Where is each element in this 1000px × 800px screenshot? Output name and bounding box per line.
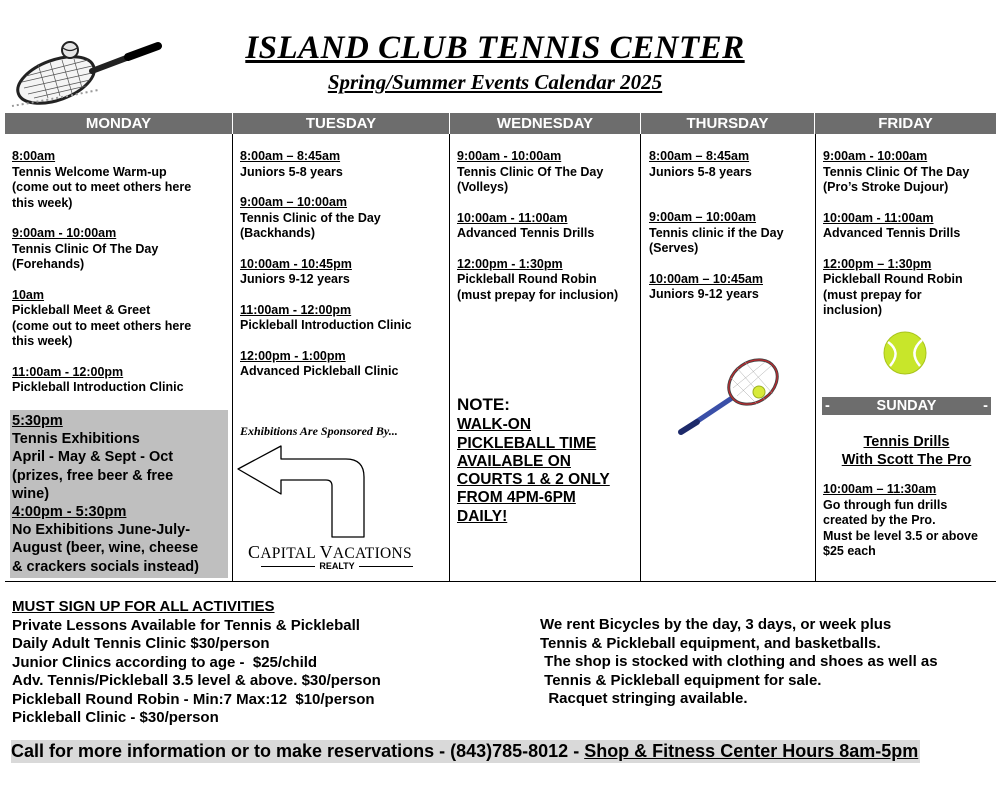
event-time: 8:00am – 8:45am bbox=[240, 149, 341, 163]
event-description: Tennis clinic if the Day (Serves) bbox=[649, 225, 784, 255]
pricing-info bbox=[12, 598, 381, 728]
info-line: Pickleball Round Robin - Min:7 Max:12 $10/person bbox=[12, 690, 375, 708]
event-description: Juniors 5-8 years bbox=[240, 164, 343, 179]
info-line: Pickleball Clinic - $30/person bbox=[12, 709, 219, 726]
friday-column bbox=[823, 149, 995, 334]
event-time: 12:00pm - 1:30pm bbox=[457, 256, 563, 271]
day-header-wednesday: WEDNESDAY bbox=[450, 113, 641, 134]
event-item bbox=[649, 210, 814, 257]
wednesday-column bbox=[457, 149, 639, 318]
info-line: The shop is stocked with clothing and shoes as well as bbox=[540, 653, 938, 670]
event-description: Go through fun drills created by the Pro. Must be level 3.5 or above $25 each bbox=[823, 497, 978, 558]
event-time: 12:00pm - 1:00pm bbox=[240, 348, 346, 363]
exhibitions-time: 5:30pm bbox=[12, 413, 63, 429]
event-item bbox=[240, 257, 445, 288]
event-description: Pickleball Meet & Greet (come out to meet others here this week) bbox=[12, 303, 192, 348]
info-line: We rent Bicycles by the day, 3 days, or week plus bbox=[540, 616, 892, 633]
event-description: Tennis Clinic Of The Day (Forehands) bbox=[12, 241, 159, 271]
event-time: 10:00am - 11:00am bbox=[457, 210, 568, 225]
event-item bbox=[240, 149, 445, 180]
event-item bbox=[823, 149, 995, 196]
event-description: Advanced Tennis Drills bbox=[457, 226, 595, 240]
note-message: WALK-ON PICKLEBALL TIME AVAILABLE ON COURTS 1 & 2 ONLY FROM 4PM-6PM DAILY! bbox=[457, 416, 610, 525]
note-heading: NOTE: bbox=[457, 395, 510, 414]
event-time: 9:00am - 10:00am bbox=[823, 149, 928, 163]
event-item bbox=[240, 303, 445, 334]
column-divider bbox=[640, 134, 641, 581]
event-description: Pickleball Introduction Clinic bbox=[240, 318, 412, 332]
event-description: Juniors 9-12 years bbox=[649, 287, 759, 301]
event-time: 8:00am bbox=[12, 149, 56, 163]
event-item bbox=[12, 288, 227, 350]
event-item bbox=[240, 195, 445, 242]
event-description: Tennis Clinic Of The Day (Volleys) bbox=[457, 164, 604, 194]
column-divider bbox=[815, 134, 816, 581]
event-time: 9:00am - 10:00am bbox=[12, 226, 117, 240]
realty-label: REALTY bbox=[248, 561, 426, 571]
event-description: Advanced Pickleball Clinic bbox=[240, 364, 399, 378]
walk-on-note bbox=[457, 396, 635, 526]
sunday-title: Tennis Drills With Scott The Pro bbox=[841, 434, 972, 468]
event-description: Tennis Clinic Of The Day (Pro’s Stroke Dujour) bbox=[823, 164, 970, 194]
event-time: 10:00am – 11:30am bbox=[823, 482, 937, 496]
sponsor-label: Exhibitions Are Sponsored By... bbox=[240, 424, 398, 438]
event-description: Advanced Tennis Drills bbox=[823, 226, 961, 240]
page-subtitle: Spring/Summer Events Calendar 2025 bbox=[327, 70, 663, 94]
event-time: 10:00am - 10:45pm bbox=[240, 256, 352, 271]
calendar-bottom-rule bbox=[5, 581, 996, 582]
signup-notice: MUST SIGN UP FOR ALL ACTIVITIES bbox=[12, 598, 275, 615]
column-divider bbox=[232, 134, 233, 581]
event-item bbox=[457, 149, 639, 196]
exhibitions-time-2: 4:00pm - 5:30pm bbox=[12, 504, 127, 521]
rental-info bbox=[540, 616, 938, 709]
event-item bbox=[12, 365, 227, 396]
day-header-thursday: THURSDAY bbox=[641, 113, 815, 134]
info-line: Adv. Tennis/Pickleball 3.5 level & above. $30/person bbox=[12, 672, 381, 689]
tennis-racket-logo-icon bbox=[8, 38, 168, 113]
event-time: 9:00am - 10:00am bbox=[457, 149, 562, 163]
event-time: 10:00am - 11:00am bbox=[823, 210, 934, 225]
event-item bbox=[823, 211, 995, 242]
info-line: Daily Adult Tennis Clinic $30/person bbox=[12, 635, 270, 652]
event-description: Juniors 5-8 years bbox=[649, 164, 752, 179]
event-item bbox=[240, 349, 445, 380]
info-line: Tennis & Pickleball equipment for sale. bbox=[540, 671, 822, 689]
info-line: Racquet stringing available. bbox=[540, 690, 748, 707]
event-description: Pickleball Introduction Clinic bbox=[12, 380, 184, 394]
event-item bbox=[12, 226, 227, 273]
tuesday-column bbox=[240, 149, 445, 395]
event-description: Pickleball Round Robin (must prepay for inclusion) bbox=[457, 272, 619, 302]
exhibitions-description: Tennis Exhibitions April - May & Sept - Oct (prizes, free beer & free wine) bbox=[12, 431, 174, 502]
contact-bar bbox=[11, 740, 920, 763]
event-time: 10:00am – 10:45am bbox=[649, 271, 763, 286]
exhibitions-box bbox=[10, 410, 228, 578]
info-line: Tennis & Pickleball equipment, and basketballs. bbox=[540, 634, 881, 652]
event-description: Tennis Clinic of the Day (Backhands) bbox=[240, 210, 381, 240]
event-item bbox=[649, 272, 814, 303]
event-time: 8:00am – 8:45am bbox=[649, 149, 750, 163]
event-time: 11:00am - 12:00pm bbox=[240, 302, 352, 317]
day-header-tuesday: TUESDAY bbox=[233, 113, 450, 134]
event-description: Tennis Welcome Warm-up (come out to meet others here this week) bbox=[12, 164, 192, 210]
event-item bbox=[823, 257, 995, 319]
sunday-header: - SUNDAY - bbox=[822, 397, 991, 415]
hours-text: Shop & Fitness Center Hours 8am-5pm bbox=[584, 741, 919, 761]
event-item bbox=[12, 149, 227, 211]
day-header-monday: MONDAY bbox=[5, 113, 233, 134]
tennis-ball-icon bbox=[882, 330, 928, 376]
capital-vacations-logo: CAPITAL VACATIONS bbox=[248, 542, 412, 562]
info-line: Junior Clinics according to age - $25/child bbox=[12, 653, 318, 671]
event-item bbox=[649, 149, 814, 180]
event-item bbox=[457, 211, 639, 242]
event-time: 9:00am – 10:00am bbox=[649, 210, 757, 224]
event-description: Juniors 9-12 years bbox=[240, 272, 350, 286]
event-time: 9:00am – 10:00am bbox=[240, 195, 348, 209]
event-time: 10am bbox=[12, 287, 44, 302]
thursday-column bbox=[649, 149, 814, 318]
column-divider bbox=[449, 134, 450, 581]
sunday-label: SUNDAY bbox=[876, 398, 937, 414]
curved-arrow-icon bbox=[236, 444, 376, 539]
tennis-racket-icon bbox=[675, 352, 785, 437]
page-title: ISLAND CLUB TENNIS CENTER bbox=[245, 30, 745, 66]
event-time: 12:00pm – 1:30pm bbox=[823, 256, 932, 271]
day-header-friday: FRIDAY bbox=[815, 113, 996, 134]
info-line: Private Lessons Available for Tennis & Pickleball bbox=[12, 616, 360, 634]
call-text: Call for more information or to make reservations - (843)785-8012 - bbox=[11, 741, 585, 761]
sunday-event bbox=[823, 482, 993, 560]
event-item bbox=[457, 257, 639, 304]
monday-column bbox=[12, 149, 227, 411]
event-time: 11:00am - 12:00pm bbox=[12, 364, 124, 379]
exhibitions-description-2: No Exhibitions June-July- August (beer, wine, cheese & crackers socials instead) bbox=[12, 522, 199, 575]
event-description: Pickleball Round Robin (must prepay for inclusion) bbox=[823, 272, 963, 317]
